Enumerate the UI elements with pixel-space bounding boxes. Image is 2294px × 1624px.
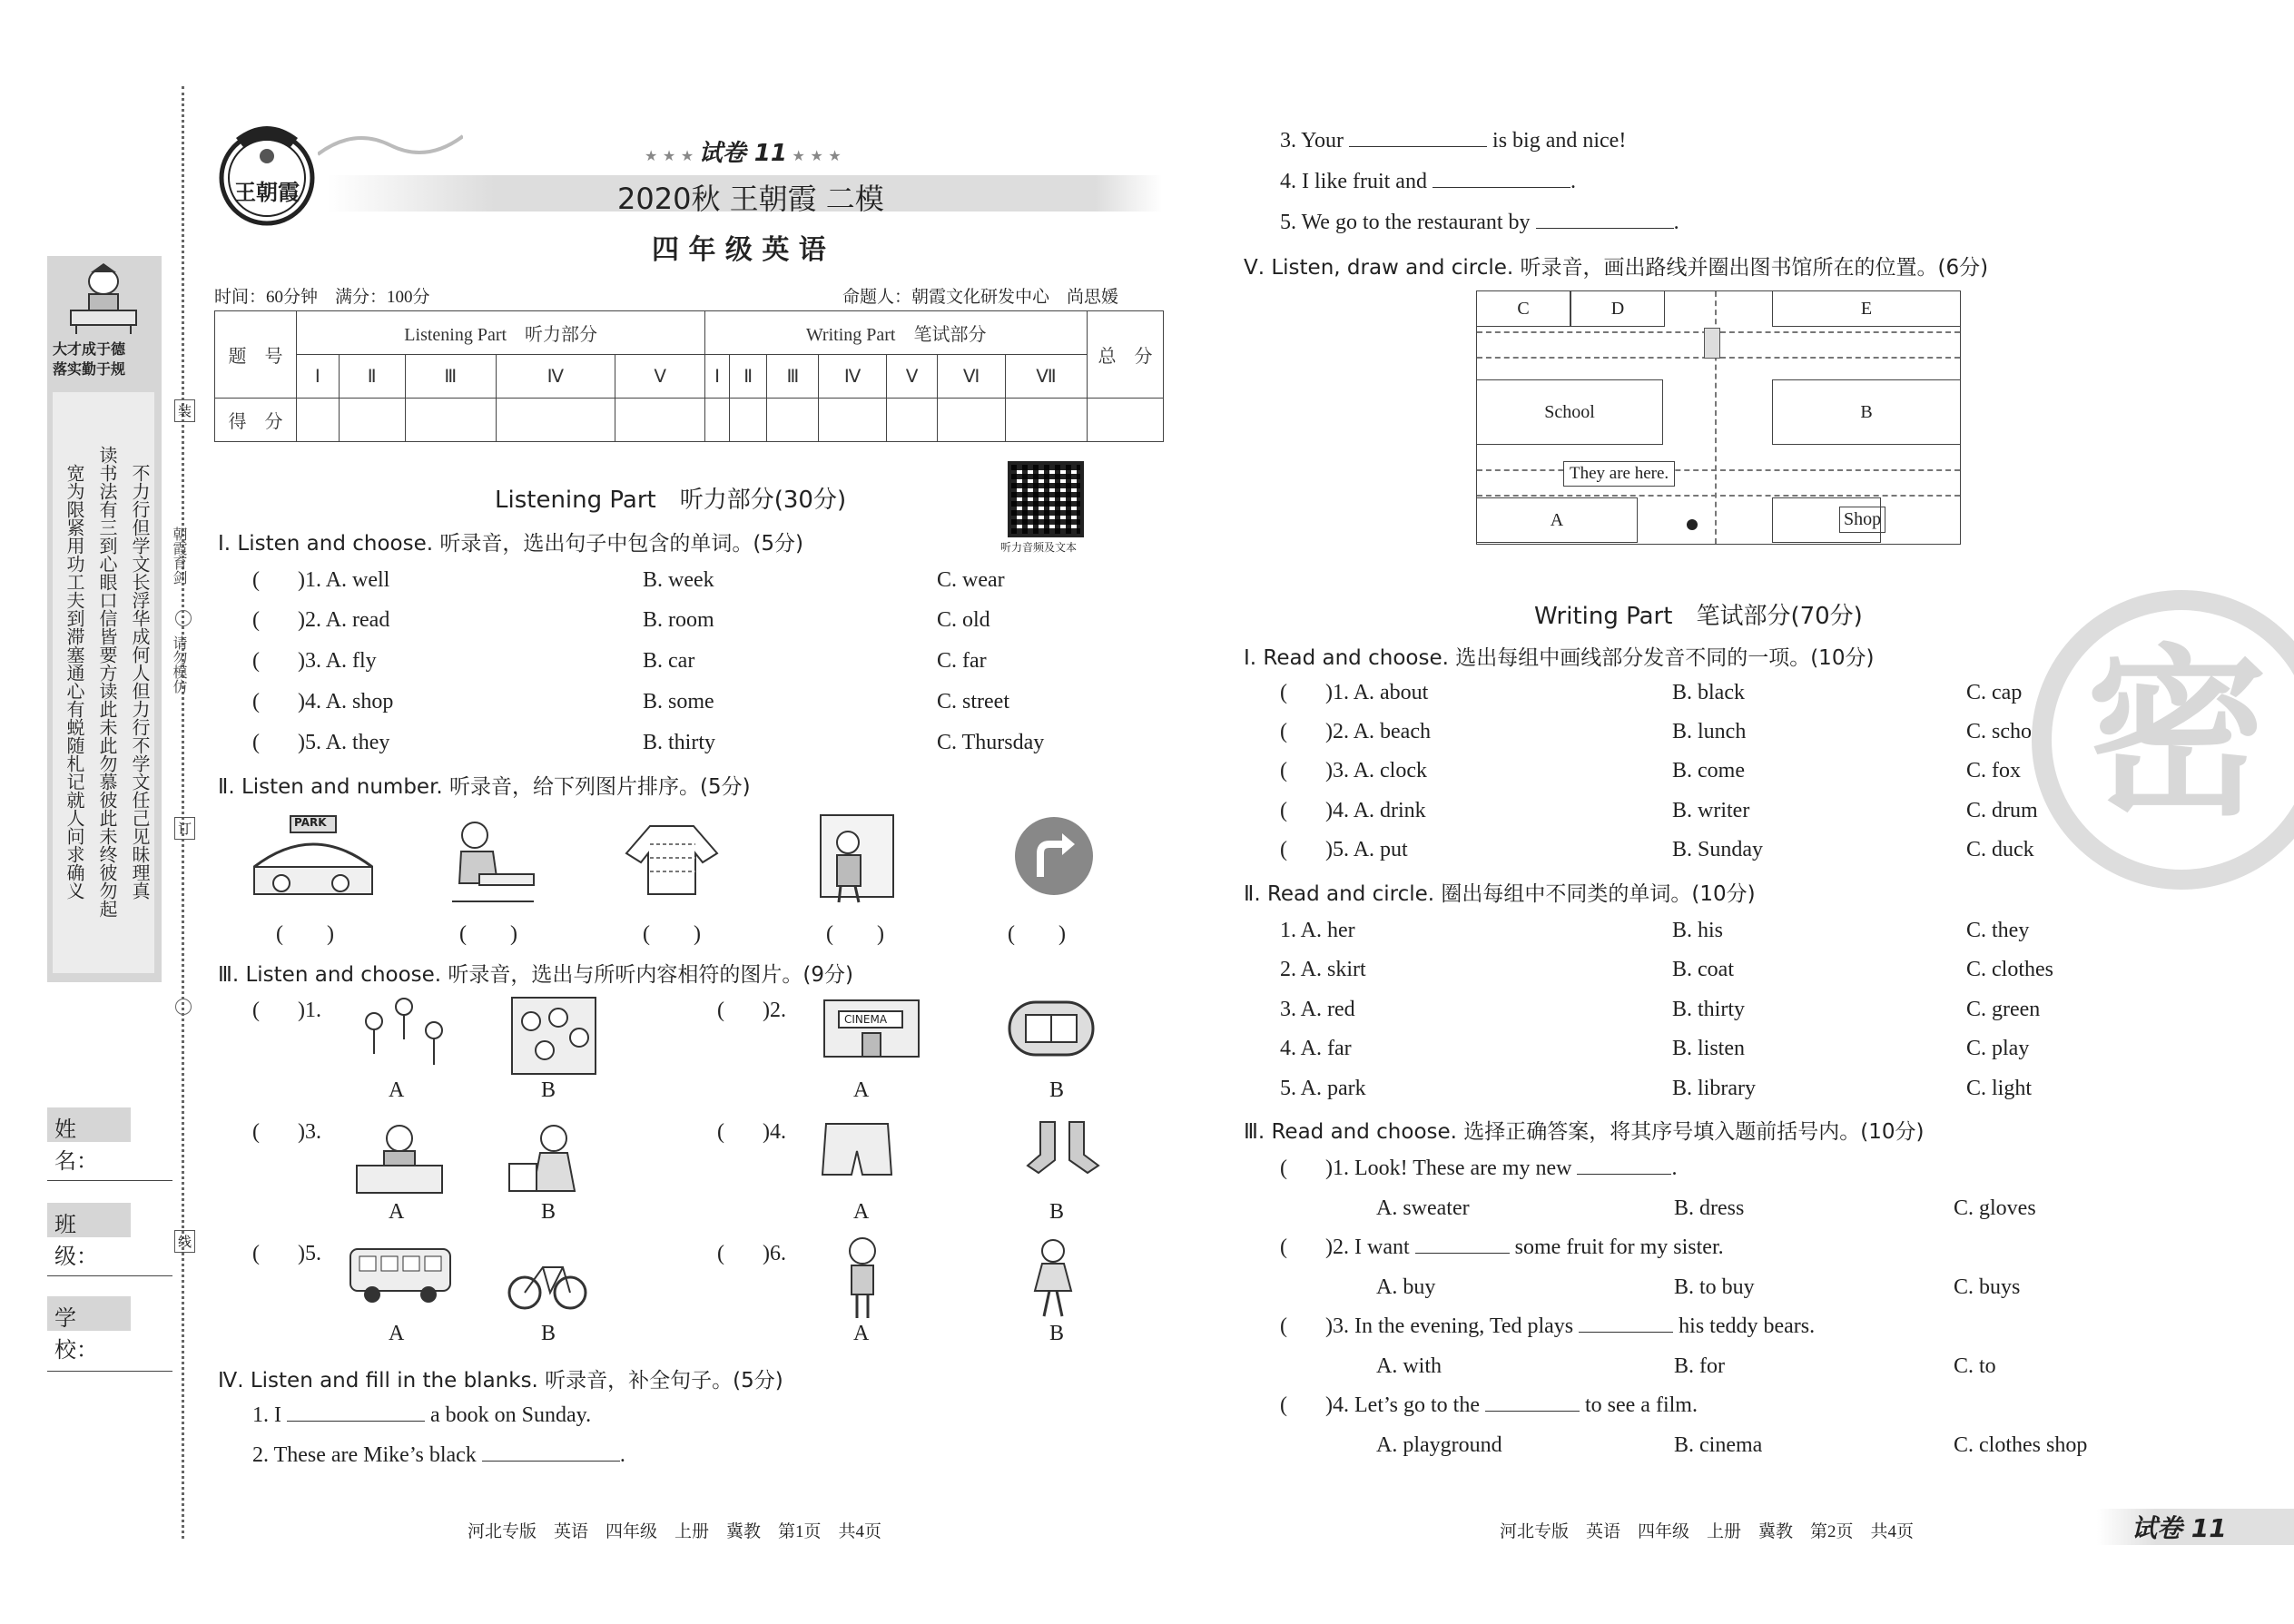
- w1-q4-b[interactable]: B. writer: [1672, 799, 1750, 822]
- writing-s1-title: Ⅰ. Read and choose. 选出每组中画线部分发音不同的一项。(10分): [1244, 646, 1875, 670]
- order-blank-4[interactable]: ( ): [826, 922, 884, 946]
- w3-q3-a[interactable]: A. with: [1376, 1354, 1442, 1378]
- playground-track-picture: [1006, 997, 1097, 1060]
- w3-q4-a[interactable]: A. playground: [1376, 1433, 1502, 1457]
- w1-q5-b[interactable]: B. Sunday: [1672, 838, 1764, 861]
- road-line: [1477, 495, 1960, 497]
- w3-q3-b[interactable]: B. for: [1674, 1354, 1725, 1378]
- footer-left: 河北专版 英语 四年级 上册 冀教 第1页 共4页: [468, 1522, 882, 1541]
- l3-q2-a[interactable]: A: [853, 1078, 870, 1102]
- l3-q4-b[interactable]: B: [1049, 1200, 1065, 1224]
- w1-q3-c[interactable]: C. fox: [1966, 759, 2021, 782]
- shorts-picture: [821, 1118, 893, 1186]
- w1-q4[interactable]: ( )4. A. drink: [1280, 799, 1426, 822]
- l3-q3[interactable]: ( )3.: [252, 1120, 321, 1144]
- listening-s5-title: Ⅴ. Listen, draw and circle. 听录音，画出路线并圈出图书馆所在的位置。(6分): [1244, 256, 1989, 280]
- order-blank-2[interactable]: ( ): [459, 922, 517, 946]
- class-label: 班 级：: [47, 1203, 131, 1237]
- subject-title: 四 年 级 英 语: [652, 234, 826, 266]
- row-label-number: 题 号: [215, 311, 297, 399]
- confidential-seal: [2023, 581, 2294, 908]
- fill-line-5[interactable]: 5. We go to the restaurant by .: [1280, 211, 1679, 234]
- score-cell[interactable]: [1005, 399, 1087, 442]
- current-location-dot: [1687, 519, 1698, 530]
- paper-badge: ★ ★ ★ 试卷 11 ★ ★ ★: [645, 140, 842, 167]
- listening-s4-title: Ⅳ. Listen and fill in the blanks. 听录音，补全句子。(5分): [218, 1369, 783, 1393]
- w3-q2-c[interactable]: C. buys: [1954, 1275, 2021, 1299]
- w2-q5-b[interactable]: B. library: [1672, 1077, 1756, 1100]
- exam-title: 2020秋 王朝霞 二模: [617, 182, 884, 216]
- w2-q4-b[interactable]: B. listen: [1672, 1037, 1746, 1060]
- w2-q2-b[interactable]: B. coat: [1672, 958, 1734, 981]
- l3-q1[interactable]: ( )1.: [252, 999, 321, 1022]
- w1-q2[interactable]: ( )2. A. beach: [1280, 720, 1431, 743]
- park-picture: [245, 812, 381, 903]
- l3-q6-b[interactable]: B: [1049, 1322, 1065, 1345]
- score-table: [214, 310, 1164, 442]
- writing-part-title: Writing Part 笔试部分(70分): [1534, 603, 1863, 630]
- l3-q3-b[interactable]: B: [541, 1200, 556, 1224]
- l3-q1-a[interactable]: A: [389, 1078, 405, 1102]
- sidebar-slogan-2: 落实勤于规: [53, 360, 126, 378]
- fill-line-1[interactable]: 1. I a book on Sunday.: [252, 1403, 592, 1427]
- vertical-note-2: 请勿模仿: [171, 635, 188, 694]
- w2-q3-c[interactable]: C. green: [1966, 998, 2041, 1021]
- fill-line-3[interactable]: 3. Your is big and nice!: [1280, 129, 1627, 153]
- listening-s3-title: Ⅲ. Listen and choose. 听录音，选出与所听内容相符的图片。(9分): [218, 963, 854, 987]
- listening-s2-title: Ⅱ. Listen and number. 听录音，给下列图片排序。(5分): [218, 775, 751, 799]
- score-cell[interactable]: [938, 399, 1006, 442]
- col-w1: Ⅰ: [705, 355, 730, 399]
- col-w4: Ⅳ: [819, 355, 887, 399]
- school-label: 学 校：: [47, 1296, 131, 1331]
- w1-q4-c[interactable]: C. drum: [1966, 799, 2038, 822]
- col-l3: Ⅲ: [405, 355, 496, 399]
- w3-q1-stem[interactable]: ( )1. Look! These are my new .: [1280, 1156, 1678, 1180]
- w3-q1-a[interactable]: A. sweater: [1376, 1196, 1470, 1220]
- road-line: [1477, 469, 1960, 471]
- col-l2: Ⅱ: [339, 355, 405, 399]
- girl-with-bag-picture: [504, 1118, 595, 1202]
- l3-q5-a[interactable]: A: [389, 1322, 405, 1345]
- score-cell[interactable]: [496, 399, 615, 442]
- l1-q1-b[interactable]: B. week: [643, 568, 714, 592]
- w3-q1-c[interactable]: C. gloves: [1954, 1196, 2036, 1220]
- l1-q2-b[interactable]: B. room: [643, 608, 714, 632]
- time-score: 时间：60分钟 满分：100分: [214, 288, 430, 307]
- total-cell[interactable]: [1088, 399, 1164, 442]
- fill-line-4[interactable]: 4. I like fruit and .: [1280, 170, 1576, 193]
- writing-s2-title: Ⅱ. Read and circle. 圈出每组中不同类的单词。(10分): [1244, 882, 1756, 906]
- qr-caption: 听力音频及文本: [1000, 541, 1078, 554]
- l3-q4-a[interactable]: A: [853, 1200, 870, 1224]
- motto-column-2: 读书法有三到心眼口信皆要方读此未此勿慕彼此未终彼勿起: [96, 446, 118, 918]
- w3-q4-c[interactable]: C. clothes shop: [1954, 1433, 2088, 1457]
- socks-picture: [1022, 1118, 1104, 1182]
- seal-char: 密: [2086, 629, 2269, 841]
- score-cell[interactable]: [819, 399, 887, 442]
- bicycle-picture: [507, 1242, 588, 1314]
- l1-q5-b[interactable]: B. thirty: [643, 731, 716, 754]
- class-field[interactable]: [47, 1275, 172, 1276]
- boy-drawing-picture: [443, 815, 543, 906]
- col-w3: Ⅲ: [767, 355, 819, 399]
- w2-q1-c[interactable]: C. they: [1966, 919, 2030, 942]
- map-building-a[interactable]: A: [1476, 497, 1638, 543]
- traffic-light-icon: [1704, 328, 1720, 359]
- order-blank-5[interactable]: ( ): [1008, 922, 1066, 946]
- boy-at-desk-picture: [350, 1118, 449, 1202]
- w3-q4-stem[interactable]: ( )4. Let’s go to the to see a film.: [1280, 1393, 1698, 1417]
- l1-q1[interactable]: ( )1. A. well: [252, 568, 390, 592]
- w3-q2-stem[interactable]: ( )2. I want some fruit for my sister.: [1280, 1235, 1724, 1259]
- col-l1: Ⅰ: [297, 355, 340, 399]
- w2-q3-a[interactable]: 3. A. red: [1280, 998, 1355, 1021]
- footer-badge: 试卷 11: [2132, 1513, 2227, 1543]
- map-building-e[interactable]: E: [1772, 290, 1961, 327]
- author: 命题人：朝霞文化研发中心 尚思媛: [842, 288, 1119, 307]
- score-cell[interactable]: [705, 399, 730, 442]
- l1-q1-c[interactable]: C. wear: [937, 568, 1005, 592]
- map-building-school[interactable]: School: [1476, 379, 1663, 445]
- brand-logo: [216, 120, 318, 229]
- w1-q5[interactable]: ( )5. A. put: [1280, 838, 1408, 861]
- score-cell[interactable]: [339, 399, 405, 442]
- l1-q5-c[interactable]: C. Thursday: [937, 731, 1045, 754]
- vertical-note-1: 朝霞育剑: [171, 527, 188, 585]
- l1-q3[interactable]: ( )3. A. fly: [252, 649, 377, 673]
- w2-q2-c[interactable]: C. clothes: [1966, 958, 2053, 981]
- fill-line-2[interactable]: 2. These are Mike’s black .: [252, 1443, 625, 1467]
- score-cell[interactable]: [405, 399, 496, 442]
- l1-q4-c[interactable]: C. street: [937, 690, 1009, 714]
- w3-q2-a[interactable]: A. buy: [1376, 1275, 1436, 1299]
- l3-q6-a[interactable]: A: [853, 1322, 870, 1345]
- side-mark-3: 线: [174, 1230, 195, 1253]
- map-building-b[interactable]: B: [1772, 379, 1961, 445]
- w2-q1-b[interactable]: B. his: [1672, 919, 1724, 942]
- w3-q2-b[interactable]: B. to buy: [1674, 1275, 1755, 1299]
- sweater-picture: [623, 817, 721, 899]
- total-label: 总 分: [1088, 311, 1164, 399]
- col-w6: Ⅵ: [938, 355, 1006, 399]
- w1-q5-c[interactable]: C. duck: [1966, 838, 2034, 861]
- w1-q3-b[interactable]: B. come: [1672, 759, 1745, 782]
- w2-q5-a[interactable]: 5. A. park: [1280, 1077, 1366, 1100]
- listening-s1-title: Ⅰ. Listen and choose. 听录音，选出句子中包含的单词。(5分): [218, 532, 803, 556]
- writing-header: Writing Part 笔试部分: [705, 311, 1088, 355]
- sidebar-slogan-1: 大才成于德: [53, 340, 126, 358]
- w2-q4-a[interactable]: 4. A. far: [1280, 1037, 1352, 1060]
- w3-q1-b[interactable]: B. dress: [1674, 1196, 1745, 1220]
- w2-q5-c[interactable]: C. light: [1966, 1077, 2033, 1100]
- l3-q2-b[interactable]: B: [1049, 1078, 1065, 1102]
- l1-q3-b[interactable]: B. car: [643, 649, 695, 673]
- w1-q1-b[interactable]: B. black: [1672, 681, 1745, 704]
- l3-q2[interactable]: ( )2.: [717, 999, 786, 1022]
- scholar-figure: [58, 263, 149, 336]
- boy-at-door-picture: [802, 810, 902, 905]
- l1-q5[interactable]: ( )5. A. they: [252, 731, 390, 754]
- l3-q5-b[interactable]: B: [541, 1322, 556, 1345]
- motto-column-1: 宽为限紧用功工夫到滞塞通心有蜕随札记就人问求确义: [64, 464, 85, 900]
- logo-text: 王朝霞: [234, 179, 300, 205]
- score-cell[interactable]: [729, 399, 767, 442]
- school-field[interactable]: [47, 1371, 172, 1372]
- l1-q4[interactable]: ( )4. A. shop: [252, 690, 394, 714]
- name-field[interactable]: [47, 1180, 172, 1181]
- l1-q4-b[interactable]: B. some: [643, 690, 714, 714]
- punch-hole-icon: [175, 610, 192, 626]
- w3-q3-stem[interactable]: ( )3. In the evening, Ted plays his teddy bears.: [1280, 1314, 1816, 1338]
- col-w2: Ⅱ: [729, 355, 767, 399]
- col-w5: Ⅴ: [886, 355, 937, 399]
- w3-q4-b[interactable]: B. cinema: [1674, 1433, 1763, 1457]
- bus-picture: [347, 1244, 454, 1307]
- score-cell[interactable]: [615, 399, 705, 442]
- side-mark-1: 装: [174, 399, 195, 422]
- kids-playing-picture: [354, 994, 454, 1076]
- name-label: 姓 名：: [47, 1107, 131, 1142]
- turn-right-sign-icon: [1013, 815, 1095, 897]
- w2-q2-a[interactable]: 2. A. skirt: [1280, 958, 1366, 981]
- w1-q2-c[interactable]: C. school: [1966, 720, 2049, 743]
- w2-q4-c[interactable]: C. play: [1966, 1037, 2030, 1060]
- l1-q2[interactable]: ( )2. A. read: [252, 608, 390, 632]
- score-cell[interactable]: [767, 399, 819, 442]
- listening-header: Listening Part 听力部分: [297, 311, 705, 355]
- motto-block: [62, 396, 153, 968]
- map-shop-label: Shop: [1839, 507, 1885, 533]
- w1-q3[interactable]: ( )3. A. clock: [1280, 759, 1427, 782]
- w1-q1-c[interactable]: C. cap: [1966, 681, 2023, 704]
- crowd-picture: [508, 994, 599, 1078]
- w2-q1-a[interactable]: 1. A. her: [1280, 919, 1355, 942]
- motto-column-3: 不力行但学文长浮华成何人但力行不学文任己见昧理真: [129, 464, 151, 900]
- w3-q3-c[interactable]: C. to: [1954, 1354, 1996, 1378]
- col-w7: Ⅶ: [1005, 355, 1087, 399]
- writing-s3-title: Ⅲ. Read and choose. 选择正确答案，将其序号填入题前括号内。(10分): [1244, 1120, 1925, 1144]
- w2-q3-b[interactable]: B. thirty: [1672, 998, 1746, 1021]
- order-blank-1[interactable]: ( ): [276, 922, 334, 946]
- map-speech-bubble: They are here.: [1563, 461, 1675, 487]
- map-building-c[interactable]: C: [1476, 290, 1570, 327]
- l3-q5[interactable]: ( )5.: [252, 1242, 321, 1265]
- col-l5: Ⅴ: [615, 355, 705, 399]
- map-building-d[interactable]: D: [1570, 290, 1665, 327]
- footer-right: 河北专版 英语 四年级 上册 冀教 第2页 共4页: [1500, 1522, 1915, 1541]
- cinema-building-picture: [817, 997, 926, 1060]
- score-row-label: 得 分: [215, 399, 297, 442]
- girl-standing-picture: [835, 1235, 890, 1321]
- l3-q4[interactable]: ( )4.: [717, 1120, 786, 1144]
- cinema-sign: CINEMA: [844, 1013, 888, 1026]
- score-cell[interactable]: [297, 399, 340, 442]
- binding-dotted-line: [182, 86, 184, 1539]
- l1-q2-c[interactable]: C. old: [937, 608, 990, 632]
- qr-code-icon[interactable]: [1008, 461, 1084, 537]
- l3-q1-b[interactable]: B: [541, 1078, 556, 1102]
- l3-q6[interactable]: ( )6.: [717, 1242, 786, 1265]
- ribbon-decoration: [318, 127, 463, 163]
- l1-q3-c[interactable]: C. far: [937, 649, 987, 673]
- w1-q1[interactable]: ( )1. A. about: [1280, 681, 1429, 704]
- score-cell[interactable]: [886, 399, 937, 442]
- l3-q3-a[interactable]: A: [389, 1200, 405, 1224]
- w1-q2-b[interactable]: B. lunch: [1672, 720, 1747, 743]
- girl-dancing-picture: [1026, 1235, 1080, 1321]
- col-l4: Ⅳ: [496, 355, 615, 399]
- punch-hole-icon: [175, 999, 192, 1015]
- side-mark-2: 订: [174, 817, 195, 840]
- order-blank-3[interactable]: ( ): [643, 922, 701, 946]
- listening-part-title: Listening Part 听力部分(30分): [495, 487, 847, 514]
- park-sign: PARK: [294, 816, 327, 829]
